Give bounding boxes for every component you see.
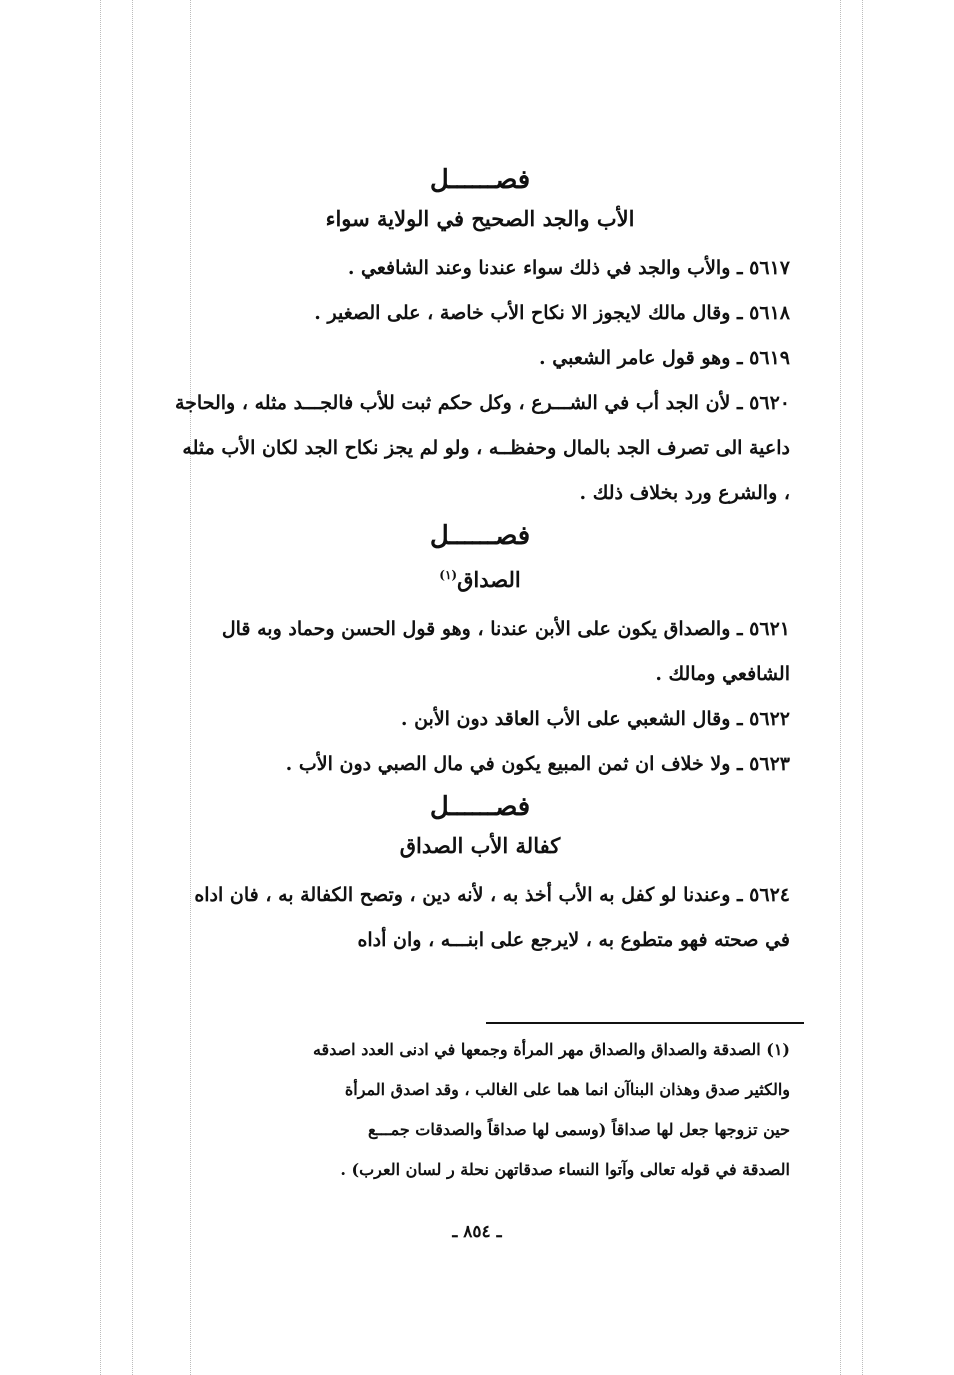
section-subheading: كفالة الأب الصداق — [399, 833, 561, 858]
footnote-line: حين تزوجها جعل لها صداقاً (وسمى لها صداقاً والصدقات جمـــع — [368, 1120, 790, 1139]
paragraph-5624: ٥٦٢٤ ـ وعندنا لو كفل به الأب أخذ به ، لأنه دين ، وتصح الكفالة به ، فان اداه في صحته فهو متطوع به ، لايرجع على ابنـــه ، وان أداه — [194, 884, 790, 951]
section-2 — [170, 516, 790, 787]
subheading-text: الصداق — [457, 567, 521, 592]
footnote-line: الصدقة في قوله تعالى وآتوا النساء صدقاتهن نحلة ر لسان العرب) . — [340, 1160, 790, 1179]
paragraph-5618: ٥٦١٨ ـ وقال مالك لايجوز الا نكاح الأب خاصة ، على الصغير . — [314, 302, 790, 324]
footnote-line: (١) الصدقة والصداق والصداق مهر المرأة وجمعها في ادنى العدد اصدقه — [312, 1040, 790, 1059]
scan-artifact-line — [840, 0, 841, 1375]
paragraph-5623: ٥٦٢٣ ـ ولا خلاف ان ثمن المبيع يكون في مال الصبي دون الأب . — [285, 753, 790, 775]
page-number: ـ ٨٥٤ ـ — [452, 1222, 502, 1242]
section-heading: فصــــــل — [429, 792, 531, 822]
section-subheading — [170, 556, 790, 599]
section-3 — [170, 787, 790, 963]
section-heading: فصــــــل — [429, 165, 531, 195]
footnote-line: والكثير صدق وهذان البناآن انما هما على الغالب ، وقد اصدق المرأة — [344, 1080, 790, 1099]
section-1 — [170, 160, 790, 516]
scan-artifact-line — [862, 0, 863, 1375]
paragraph-5620: ٥٦٢٠ ـ لأن الجد أب في الشـــرع ، وكل حكم ثبت للأب فالجـــد مثله ، والحاجة داعية الى تصرف الجد بالمال وحفظــه ، ولو لم يجز نكاح الجد لكان الأب مثله ، والشرع ورد بخلاف ذلك . — [175, 392, 790, 504]
footnote — [170, 1030, 790, 1190]
paragraph-5617: ٥٦١٧ ـ والأب والجد في ذلك سواء عندنا وعند الشافعي . — [347, 257, 790, 279]
footnote-divider — [486, 1022, 804, 1024]
scan-artifact-line — [132, 0, 133, 1375]
scan-artifact-line — [100, 0, 101, 1375]
paragraph-5621: ٥٦٢١ ـ والصداق يكون على الأبن عندنا ، وهو قول الحسن وحماد وبه قال الشافعي ومالك . — [221, 618, 790, 685]
paragraph-5619: ٥٦١٩ ـ وهو قول عامر الشعبي . — [539, 347, 790, 369]
paragraph-5622: ٥٦٢٢ ـ وقال الشعبي على الأب العاقد دون الأبن . — [400, 708, 790, 730]
main-text — [170, 160, 790, 963]
footnote-reference: (١) — [439, 568, 458, 582]
section-heading: فصــــــل — [429, 521, 531, 551]
section-subheading: الأب والجد الصحيح في الولاية سواء — [325, 206, 635, 231]
